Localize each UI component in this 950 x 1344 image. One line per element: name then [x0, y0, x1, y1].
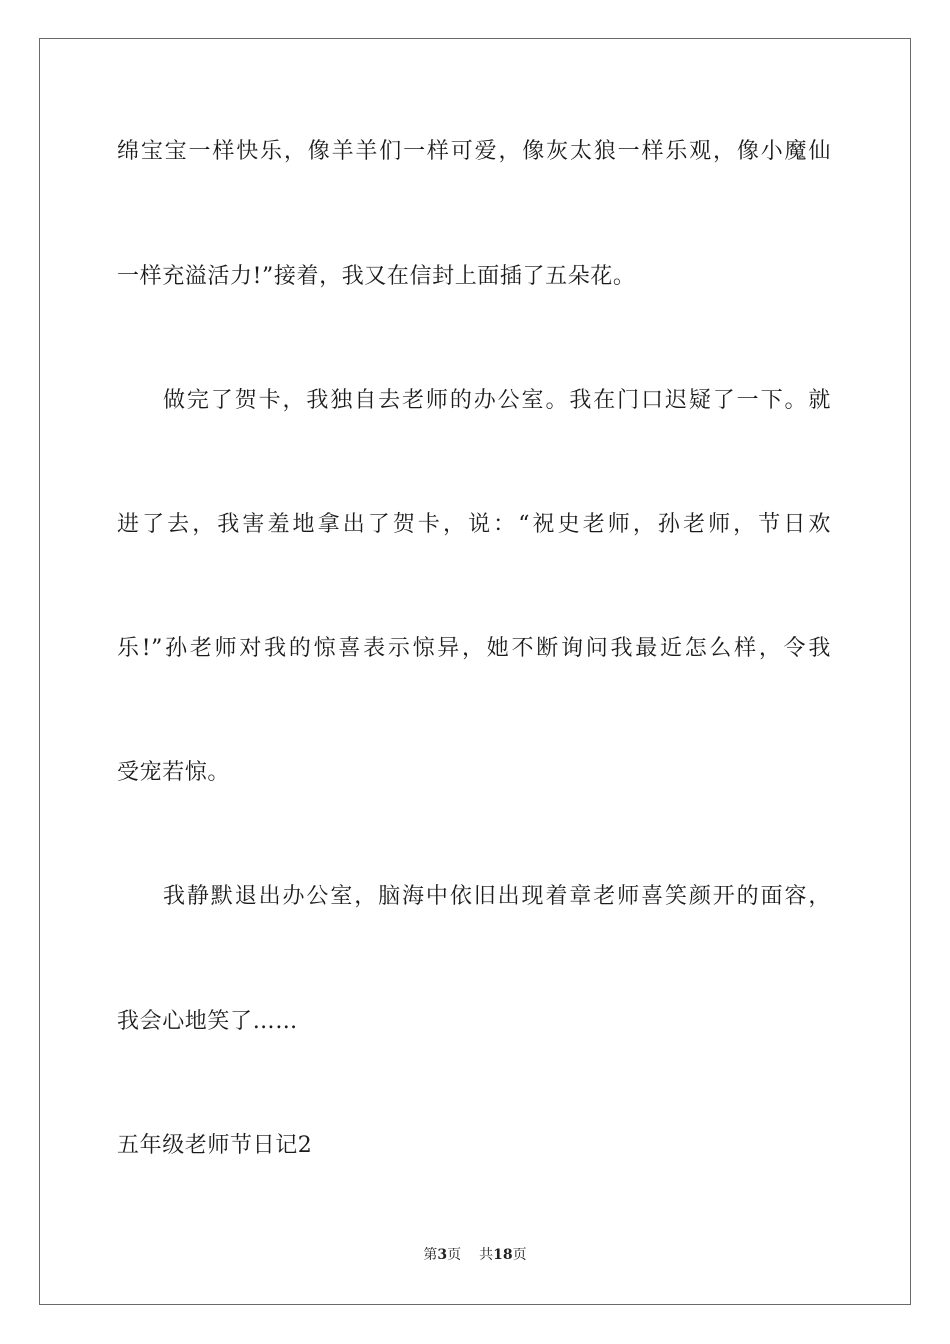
footer-page-current: 3 — [437, 1247, 448, 1263]
footer-total-prefix: 共 — [479, 1247, 494, 1263]
text-line-4: 进了去，我害羞地拿出了贺卡，说：“祝史老师，孙老师，节日欢 — [117, 512, 831, 537]
text-line-2: 一样充溢活力!”接着，我又在信封上面插了五朵花。 — [117, 264, 636, 289]
footer-page-prefix: 第 — [423, 1247, 438, 1263]
footer-page-suffix: 页 — [447, 1247, 462, 1263]
text-line-8: 我会心地笑了…… — [117, 1009, 298, 1034]
text-line-1: 绵宝宝一样快乐，像羊羊们一样可爱，像灰太狼一样乐观，像小魔仙 — [117, 139, 831, 164]
section-heading: 五年级老师节日记2 — [117, 1133, 313, 1158]
text-line-6: 受宠若惊。 — [117, 760, 231, 785]
page-border — [39, 38, 911, 1305]
footer-page-total: 18 — [493, 1247, 513, 1263]
text-line-5: 乐!”孙老师对我的惊喜表示惊异，她不断询问我最近怎么样，令我 — [117, 636, 831, 661]
page-footer — [0, 1245, 950, 1265]
text-line-3: 做完了贺卡，我独自去老师的办公室。我在门口迟疑了一下。就 — [163, 388, 831, 413]
footer-total-suffix: 页 — [512, 1247, 527, 1263]
text-line-7: 我静默退出办公室，脑海中依旧出现着章老师喜笑颜开的面容， — [163, 884, 831, 909]
